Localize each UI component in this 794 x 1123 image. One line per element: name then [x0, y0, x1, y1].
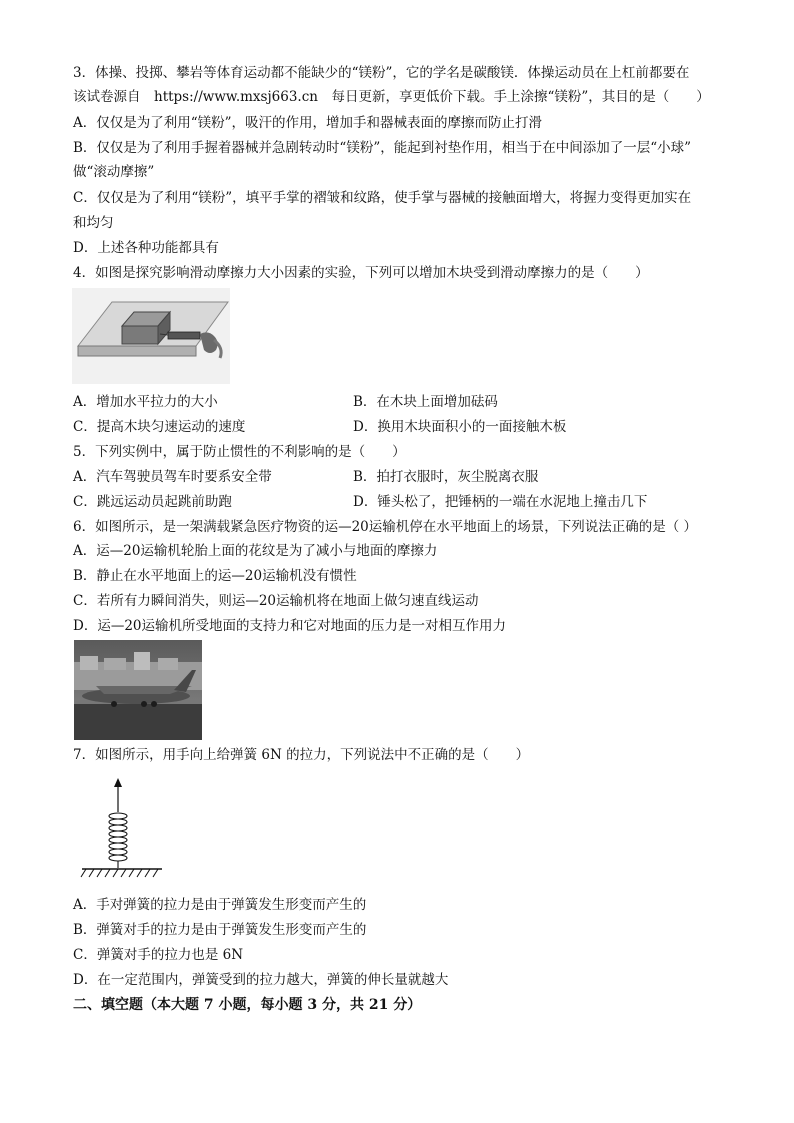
- spring-diagram: [78, 776, 168, 886]
- q3-option-a: A．仅仅是为了利用“镁粉”，吸汗的作用，增加手和器械表面的摩擦而防止打滑: [73, 115, 543, 131]
- q4-option-c: C．提高木块匀速运动的速度: [73, 419, 246, 435]
- q7-option-b: B．弹簧对手的拉力是由于弹簧发生形变而产生的: [73, 922, 367, 938]
- q5-option-b: B．拍打衣服时，灰尘脱离衣服: [353, 469, 539, 485]
- q6-option-b: B．静止在水平地面上的运—20运输机没有惯性: [73, 568, 357, 584]
- q3-option-c-line1: C．仅仅是为了利用“镁粉”，填平手掌的褶皱和纹路，使手掌与器械的接触面增大，将握力变得更加实在: [73, 190, 692, 206]
- q7-option-c: C．弹簧对手的拉力也是 6N: [73, 947, 244, 963]
- q5-option-a: A．汽车驾驶员驾车时要系安全带: [73, 469, 272, 485]
- q4-option-a: A．增加水平拉力的大小: [73, 394, 218, 410]
- q4-option-b: B．在木块上面增加砝码: [353, 394, 498, 410]
- q6-option-a: A．运—20运输机轮胎上面的花纹是为了减小与地面的摩擦力: [73, 543, 438, 559]
- q3-option-b-line1: B．仅仅是为了利用手握着器械并急剧转动时“镁粉”，能起到衬垫作用，相当于在中间添加了一层“小球”: [73, 140, 692, 156]
- q5-option-d: D．锤头松了，把锤柄的一端在水泥地上撞击几下: [353, 494, 648, 510]
- q4-option-d: D．换用木块面积小的一面接触木板: [353, 419, 567, 435]
- q7-stem: 7．如图所示，用手向上给弹簧 6N 的拉力，下列说法中不正确的是（ ）: [73, 747, 530, 763]
- q3-option-d: D．上述各种功能都具有: [73, 240, 219, 256]
- q3-option-b-line2: 做“滚动摩擦”: [73, 164, 155, 180]
- q7-option-a: A．手对弹簧的拉力是由于弹簧发生形变而产生的: [73, 897, 367, 913]
- q5-option-c: C．跳远运动员起跳前助跑: [73, 494, 232, 510]
- q3-stem-line2: 该试卷源自 https://www.mxsj663.cn 每日更新，享更低价下载。手上涂擦“镁粉”，其目的是（ ）: [73, 89, 710, 105]
- friction-experiment-figure: [72, 288, 230, 384]
- q7-option-d: D．在一定范围内，弹簧受到的拉力越大，弹簧的伸长量就越大: [73, 972, 449, 988]
- q3-option-c-line2: 和均匀: [73, 215, 114, 231]
- section-heading-fill-in: 二、填空题（本大题 7 小题，每小题 3 分，共 21 分）: [73, 997, 422, 1013]
- q3-stem-line1: 3．体操、投掷、攀岩等体育运动都不能缺少的“镁粉”，它的学名是碳酸镁．体操运动员在上杠前都要在: [73, 65, 690, 81]
- q6-option-c: C．若所有力瞬间消失，则运—20运输机将在地面上做匀速直线运动: [73, 593, 479, 609]
- q6-option-d: D．运—20运输机所受地面的支持力和它对地面的压力是一对相互作用力: [73, 618, 507, 634]
- q6-stem: 6．如图所示，是一架满载紧急医疗物资的运—20运输机停在水平地面上的场景，下列说法正确的是（ ）: [73, 519, 698, 535]
- cargo-plane-photo: [74, 640, 202, 740]
- q4-stem: 4．如图是探究影响滑动摩擦力大小因素的实验，下列可以增加木块受到滑动摩擦力的是（ ）: [73, 265, 649, 281]
- q5-stem: 5．下列实例中，属于防止惯性的不利影响的是（ ）: [73, 444, 406, 460]
